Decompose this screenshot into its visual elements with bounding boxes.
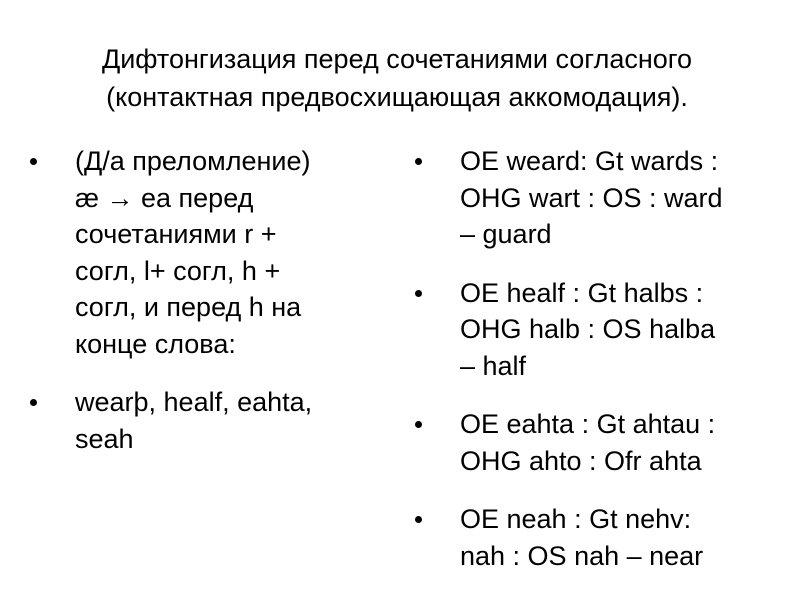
bullet-text-line: сочетаниями r + — [75, 219, 277, 249]
bullet-text-line: OHG wart : OS : ward — [460, 182, 723, 213]
bullet-text-line: согл, l+ согл, h + — [75, 255, 281, 286]
bullet-text-line: – half — [460, 350, 527, 381]
bullet-text-line: nah : OS nah – near — [460, 540, 704, 571]
bullet-text-line: (Д/а преломление) — [75, 146, 311, 176]
bullet-dot-icon — [415, 290, 422, 297]
bullet-text-line: wearþ, healf, eahta, — [75, 387, 313, 417]
bullet-dot-icon — [415, 421, 422, 428]
bullet-text-line: OE neah : Gt nehv: — [460, 504, 692, 534]
bullet-text-line: OHG halb : OS halba — [460, 314, 716, 344]
bullet-item-examples — [30, 384, 370, 457]
bullet-text-line: OE healf : Gt halbs : — [460, 277, 704, 308]
bullet-text-line: OHG ahto : Ofr ahta — [460, 445, 702, 476]
slide-title — [20, 40, 774, 116]
bullet-item-weard — [415, 143, 775, 253]
bullet-item-breaking-rule — [30, 143, 370, 362]
slide-title-line-2: (контактная предвосхищающая аккомодация). — [106, 82, 688, 112]
bullet-item-neah — [415, 501, 775, 574]
bullet-text-line: seah — [75, 423, 134, 454]
bullet-dot-icon — [415, 158, 422, 165]
bullet-text-line: конце слова: — [75, 328, 236, 359]
bullet-text-line: æ → ea перед — [75, 182, 254, 213]
slide-title-line-1: Дифтонгизация перед сочетаниями согласного — [101, 44, 693, 74]
right-bullet-list — [415, 143, 775, 574]
bullet-dot-icon — [30, 399, 37, 406]
bullet-text-line: – guard — [460, 219, 552, 249]
bullet-dot-icon — [30, 158, 37, 165]
bullet-dot-icon — [415, 516, 422, 523]
bullet-item-eahta — [415, 406, 775, 479]
bullet-text-line: OE weard: Gt wards : — [460, 146, 719, 176]
bullet-text-line: согл, и перед h на — [75, 292, 302, 322]
bullet-item-healf — [415, 275, 775, 385]
bullet-text-line: OE eahta : Gt ahtau : — [460, 409, 716, 439]
left-bullet-list — [30, 143, 370, 457]
